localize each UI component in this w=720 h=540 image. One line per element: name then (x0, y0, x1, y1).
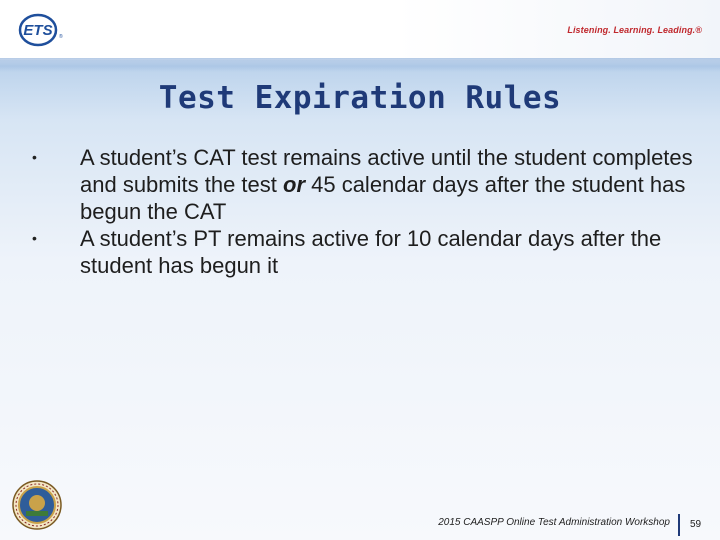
bullet-text: A student’s PT remains active for 10 calendar days after the student has begun it (80, 226, 662, 278)
state-seal-icon (12, 480, 62, 530)
list-item (32, 144, 700, 225)
emphasis-text: or (283, 172, 305, 197)
page-number: 59 (690, 519, 702, 530)
bullet-list (32, 144, 700, 279)
footer-caption: 2015 CAASPP Online Test Administration Workshop (438, 517, 670, 528)
tagline: Listening. Learning. Leading.® (567, 25, 702, 35)
list-item (32, 225, 700, 279)
svg-text:ETS: ETS (23, 22, 53, 39)
bullet-text: A student’s CAT test remains active until the student completes and submits the test or 45 calendar days after the student has begun the CAT (80, 145, 693, 224)
footer-divider (678, 514, 680, 536)
bullet-icon: • (32, 230, 37, 246)
header-shadow (0, 58, 720, 72)
page-title: Test Expiration Rules (158, 80, 562, 116)
svg-text:®: ® (59, 34, 63, 40)
bullet-icon: • (32, 149, 37, 165)
ets-logo-icon (18, 12, 64, 48)
